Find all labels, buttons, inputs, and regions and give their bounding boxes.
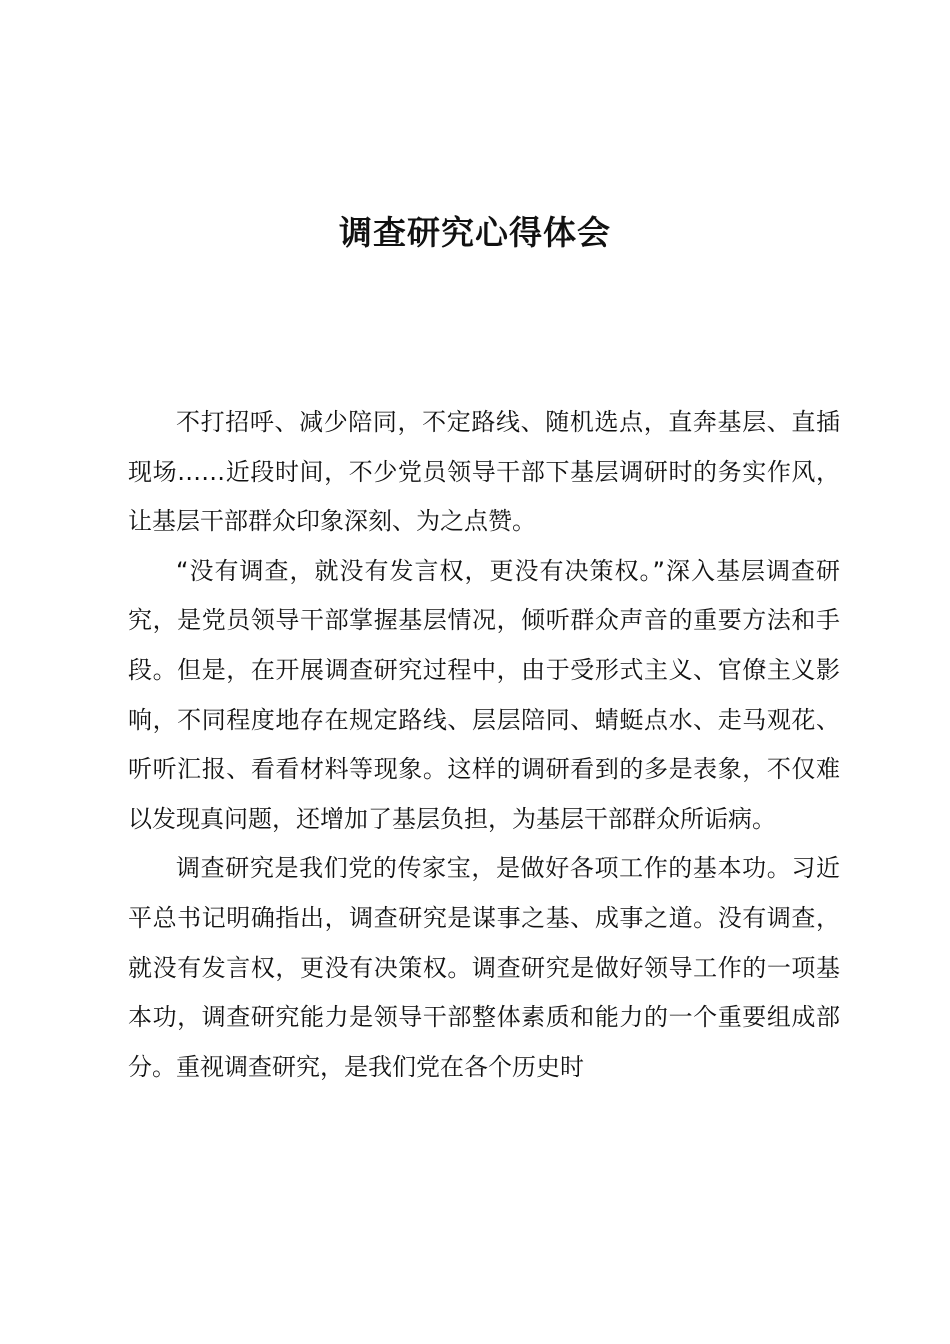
paragraph-3: 调查研究是我们党的传家宝，是做好各项工作的基本功。习近平总书记明确指出，调查研究是谋事之基、成事之道。没有调查，就没有发言权，更没有决策权。调查研究是做好领导工作的一项基本功，调查研究能力是领导干部整体素质和能力的一个重要组成部分。重视调查研究，是我们党在各个历史时 (128, 854, 840, 1081)
paragraph-2: “没有调查，就没有发言权，更没有决策权。”深入基层调查研究，是党员领导干部掌握基层情况，倾听群众声音的重要方法和手段。但是，在开展调查研究过程中，由于受形式主义、官僚主义影响，不同程度地存在规定路线、层层陪同、蜻蜓点水、走马观花、听听汇报、看看材料等现象。这样的调研看到的多是表象，不仅难以发现真问题，还增加了基层负担，为基层干部群众所诟病。 (128, 556, 840, 833)
document-body (128, 398, 840, 1092)
paragraph-1: 不打招呼、减少陪同，不定路线、随机选点，直奔基层、直插现场……近段时间，不少党员领导干部下基层调研时的务实作风，让基层干部群众印象深刻、为之点赞。 (128, 408, 840, 536)
document-title: 调查研究心得体会 (339, 213, 611, 252)
